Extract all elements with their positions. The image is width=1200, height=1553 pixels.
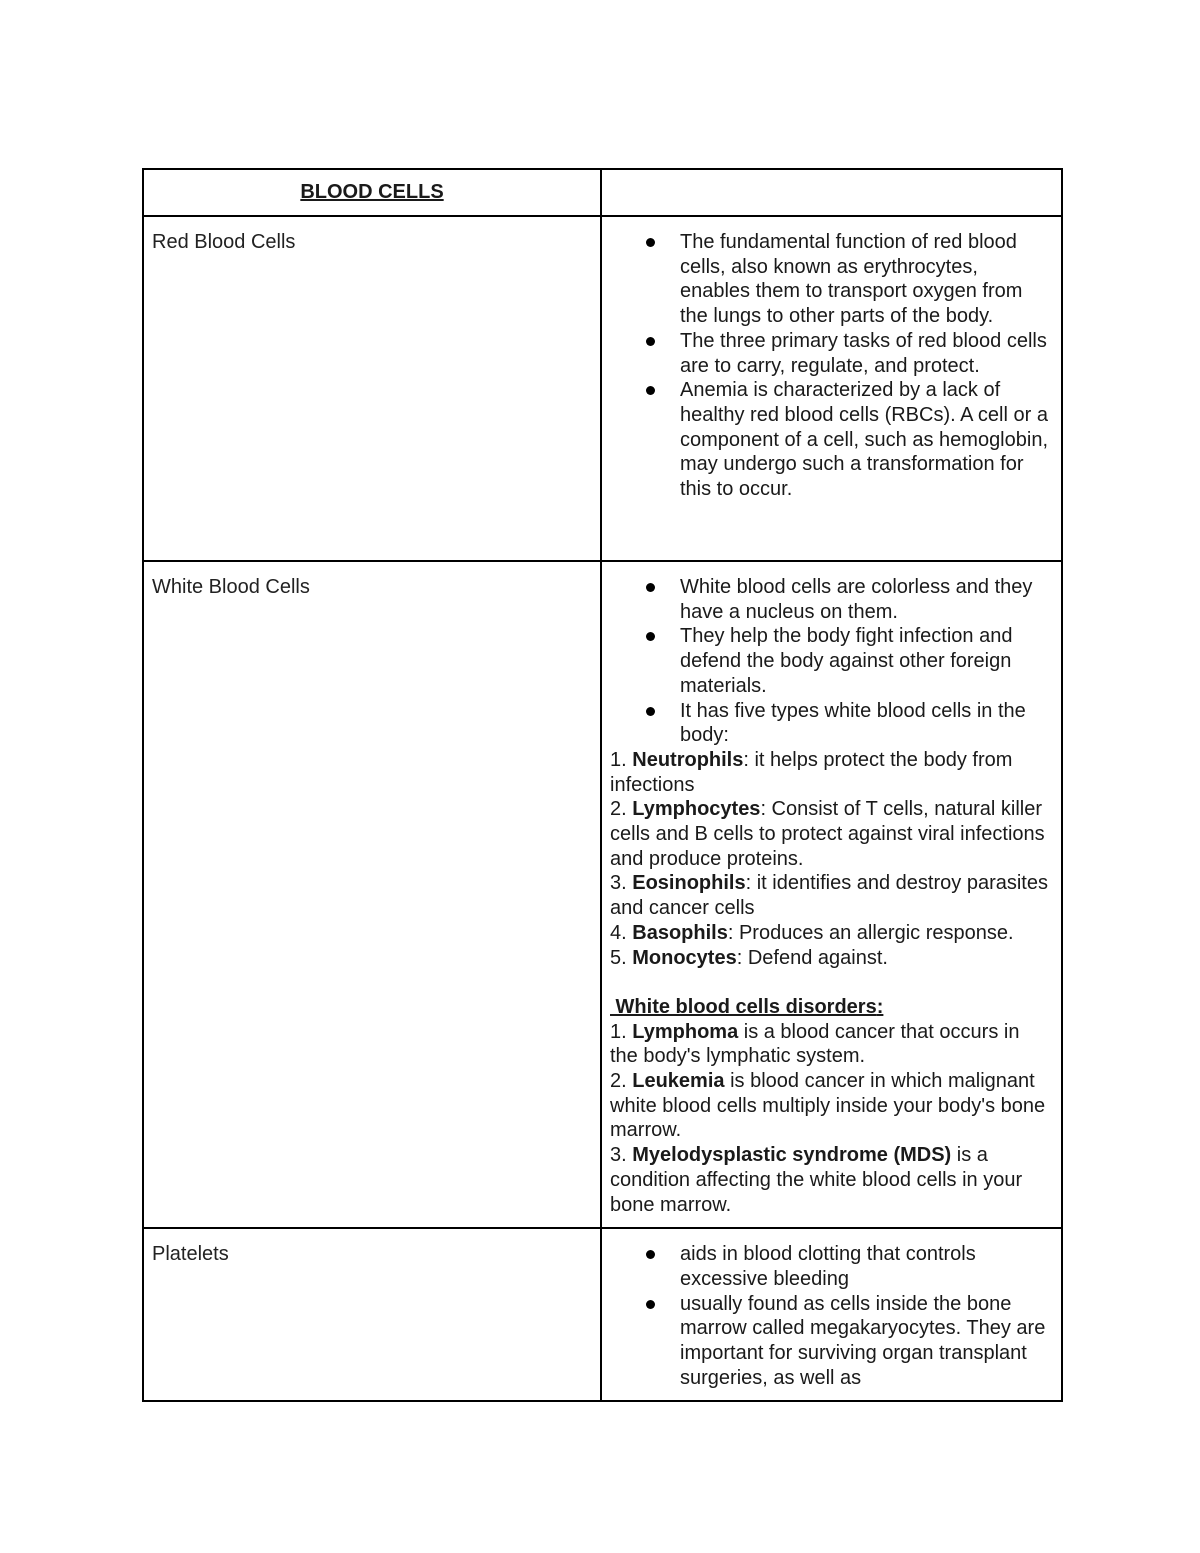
- row-label-red-blood-cells: Red Blood Cells: [143, 216, 601, 561]
- row-label-white-blood-cells: White Blood Cells: [143, 561, 601, 1228]
- platelets-bullet-list: [610, 1242, 1049, 1390]
- wbc-disorder-lymphoma: 1. Lymphoma is a blood cancer that occurs in the body's lymphatic system.: [610, 1020, 1020, 1068]
- wbc-bullet-list: [610, 575, 1049, 748]
- wbc-disorder-mds: 3. Myelodysplastic syndrome (MDS) is a condition affecting the white blood cells in your bone marrow.: [610, 1144, 1023, 1216]
- list-item: White blood cells are colorless and they have a nucleus on them.: [680, 575, 1049, 624]
- header-cell-title: [143, 169, 601, 216]
- wbc-type-monocytes: 5. Monocytes: Defend against.: [610, 946, 888, 969]
- wbc-disorder-leukemia: 2. Leukemia is blood cancer in which malignant white blood cells multiply inside your body's bone marrow.: [610, 1070, 1046, 1142]
- blood-cells-table: [142, 168, 1063, 1402]
- list-item: The three primary tasks of red blood cells are to carry, regulate, and protect.: [680, 329, 1049, 378]
- row-content-white-blood-cells: [601, 561, 1062, 1228]
- rbc-bullet-list: [610, 230, 1049, 502]
- table-row-red-blood-cells: [143, 216, 1062, 561]
- table-header-row: [143, 169, 1062, 216]
- table-row-white-blood-cells: [143, 561, 1062, 1228]
- table-row-platelets: [143, 1228, 1062, 1401]
- header-cell-empty: [601, 169, 1062, 216]
- wbc-type-basophils: 4. Basophils: Produces an allergic response.: [610, 921, 1014, 944]
- list-item: They help the body fight infection and defend the body against other foreign materials.: [680, 624, 1049, 698]
- row-label-platelets: Platelets: [143, 1228, 601, 1401]
- wbc-type-neutrophils: 1. Neutrophils: it helps protect the body from infections: [610, 748, 1013, 796]
- wbc-disorders-heading: White blood cells disorders:: [610, 995, 884, 1018]
- list-item: It has five types white blood cells in the body:: [680, 699, 1049, 748]
- wbc-type-eosinophils: 3. Eosinophils: it identifies and destroy parasites and cancer cells: [610, 872, 1048, 920]
- wbc-type-lymphocytes: 2. Lymphocytes: Consist of T cells, natural killer cells and B cells to protect against viral infections and produce proteins.: [610, 798, 1045, 870]
- list-item: Anemia is characterized by a lack of healthy red blood cells (RBCs). A cell or a component of a cell, such as hemoglobin, may undergo such a transformation for this to occur.: [680, 379, 1048, 501]
- list-item: usually found as cells inside the bone marrow called megakaryocytes. They are important for surviving organ transplant surgeries, as well as: [680, 1292, 1049, 1391]
- row-content-red-blood-cells: [601, 216, 1062, 561]
- row-content-platelets: [601, 1228, 1062, 1401]
- table-title: BLOOD CELLS: [300, 181, 444, 204]
- list-item: aids in blood clotting that controls excessive bleeding: [680, 1242, 1049, 1291]
- list-item: The fundamental function of red blood cells, also known as erythrocytes, enables them to transport oxygen from the lungs to other parts of the body.: [680, 230, 1049, 329]
